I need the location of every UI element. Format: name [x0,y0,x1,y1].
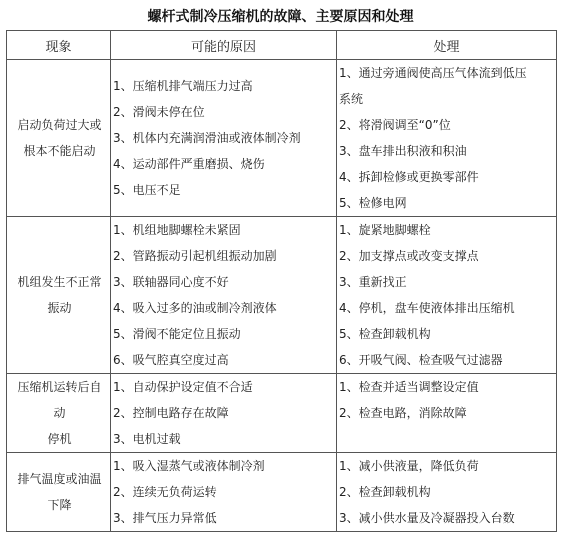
action-item: 2、检查卸载机构 [339,485,431,499]
causes-cell [111,374,337,453]
table-row [7,217,557,374]
action-item: 2、检查电路，消除故障 [339,406,467,420]
action-item: 5、检修电网 [339,196,407,210]
cause-item: 2、滑阀未停在位 [113,105,205,119]
actions-cell [337,374,557,453]
symptom-line: 根本不能启动 [23,144,96,158]
header-symptom: 现象 [7,31,111,60]
action-item: 5、检查卸载机构 [339,327,431,341]
action-item: 1、通过旁通阀使高压气体流到低压 [339,66,527,80]
symptom-line: 停机 [47,432,72,446]
symptom-cell [7,217,111,374]
cause-item: 3、联轴器同心度不好 [113,275,229,289]
causes-cell [111,217,337,374]
action-item: 2、将滑阀调至“0”位 [339,118,451,132]
cause-item: 1、吸入湿蒸气或液体制冷剂 [113,459,265,473]
action-item: 4、拆卸检修或更换零部件 [339,170,479,184]
symptom-line: 压缩机运转后自 [17,380,102,394]
actions-cell [337,217,557,374]
table-row [7,453,557,532]
actions-cell [337,453,557,532]
causes-cell [111,453,337,532]
cause-item: 3、电机过载 [113,432,181,446]
actions-cell [337,60,557,217]
action-item: 1、旋紧地脚螺栓 [339,223,431,237]
cause-item: 1、压缩机排气端压力过高 [113,79,253,93]
cause-item: 2、管路振动引起机组振动加剧 [113,249,277,263]
symptom-line: 启动负荷过大或 [17,118,102,132]
symptom-cell [7,453,111,532]
symptom-line: 下降 [47,498,72,512]
cause-item: 5、电压不足 [113,183,181,197]
cause-item: 4、运动部件严重磨损、烧伤 [113,157,265,171]
action-item: 6、开吸气阀、检查吸气过滤器 [339,353,503,367]
causes-cell [111,60,337,217]
cause-item: 3、排气压力异常低 [113,511,217,525]
symptom-line: 机组发生不正常 [17,275,102,289]
symptom-line: 排气温度或油温 [17,472,102,486]
cause-item: 1、机组地脚螺栓未紧固 [113,223,241,237]
fault-table [6,30,557,532]
action-item: 系统 [339,92,364,106]
cause-item: 3、机体内充满润滑油或液体制冷剂 [113,131,301,145]
cause-item: 2、连续无负荷运转 [113,485,217,499]
action-item: 3、重新找正 [339,275,407,289]
symptom-cell [7,374,111,453]
symptom-line: 动 [53,406,66,420]
action-item: 4、停机，盘车使液体排出压缩机 [339,301,515,315]
cause-item: 2、控制电路存在故障 [113,406,229,420]
action-item: 1、检查并适当调整设定值 [339,380,479,394]
table-row [7,60,557,217]
cause-item: 4、吸入过多的油或制冷剂液体 [113,301,277,315]
symptom-cell [7,60,111,217]
table-row [7,374,557,453]
action-item: 2、加支撑点或改变支撑点 [339,249,479,263]
document-title: 螺杆式制冷压缩机的故障、主要原因和处理 [147,9,414,25]
action-item: 1、减小供液量，降低负荷 [339,459,479,473]
cause-item: 1、自动保护设定值不合适 [113,380,253,394]
header-causes: 可能的原因 [111,31,337,60]
table-header-row [7,31,557,60]
cause-item: 6、吸气腔真空度过高 [113,353,229,367]
action-item: 3、减小供水量及冷凝器投入台数 [339,511,515,525]
symptom-line: 振动 [47,301,72,315]
header-actions: 处理 [337,31,557,60]
action-item: 3、盘车排出积液和积油 [339,144,467,158]
cause-item: 5、滑阀不能定位且振动 [113,327,241,341]
